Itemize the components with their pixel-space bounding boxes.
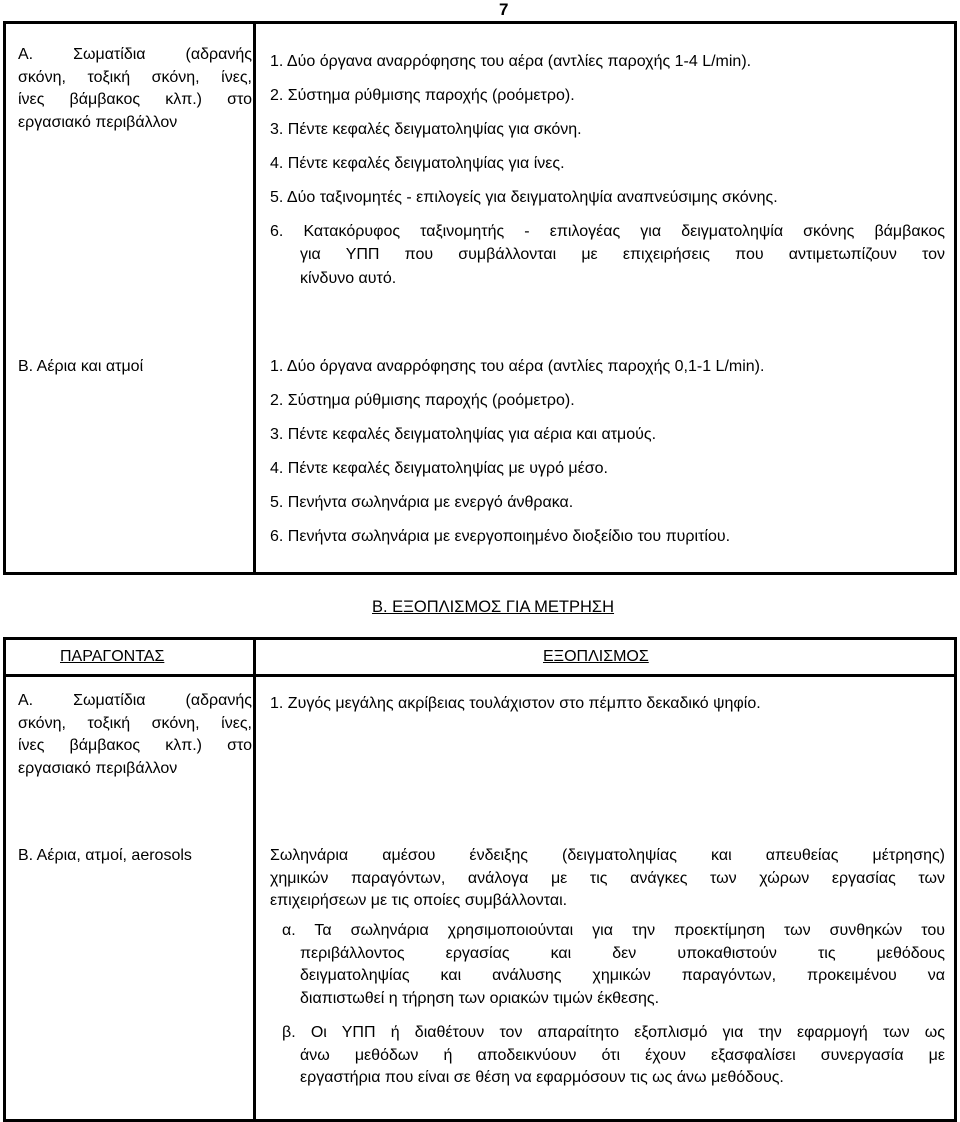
paragraph-line: επιχειρήσεων με τις οποίες συμβάλλονται. [270, 892, 568, 910]
list-item: 4. Πέντε κεφαλές δειγματοληψίας για ίνες. [270, 155, 565, 172]
note-line: εργαστήρια που είναι σε θέση να εφαρμόσουν τις ως άνω μεθόδους. [300, 1069, 784, 1087]
table-a-column-divider [253, 21, 256, 575]
table-b-header-divider [3, 674, 957, 677]
table-b-row2-note-b [282, 1022, 945, 1090]
table-a-right-border [954, 21, 957, 575]
note-line: διαπιστωθεί η τήρηση των οριακών τιμών έκθεσης. [300, 990, 660, 1008]
table-a-row1-item6 [270, 221, 945, 290]
list-item: 4. Πέντε κεφαλές δειγματοληψίας με υγρό μέσο. [270, 460, 608, 477]
table-a-left-border [3, 21, 6, 575]
note-line: περιβάλλοντος εργασίας και δεν υποκαθιστούν τις μεθόδους [300, 944, 945, 962]
table-b-row1-equipment: 1. Ζυγός μεγάλης ακρίβειας τουλάχιστον στο πέμπτο δεκαδικό ψηφίο. [270, 695, 761, 712]
table-b-row1-factor [18, 690, 252, 781]
paragraph-line: Σωληνάρια αμέσου ένδειξης (δειγματοληψίας και απευθείας μέτρησης) [270, 847, 945, 864]
table-b-right-border [954, 637, 957, 1122]
table-a-top-border [3, 21, 957, 24]
list-item: 1. Δύο όργανα αναρρόφησης του αέρα (αντλίες παροχής 0,1-1 L/min). [270, 358, 765, 375]
table-b-left-border [3, 637, 6, 1122]
note-line: δειγματοληψίας και ανάλυσης χημικών παραγόντων, προκειμένου να [300, 967, 945, 985]
list-item-line: 6. Κατακόρυφος ταξινομητής - επιλογέας για δειγματοληψία σκόνης βάμβακος [270, 223, 945, 240]
list-item: 2. Σύστημα ρύθμισης παροχής (ροόμετρο). [270, 392, 575, 409]
list-item-line: για ΥΠΠ που συμβάλλονται με επιχειρήσεις που αντιμετωπίζουν τον [300, 245, 945, 263]
header-factor: ΠΑΡΑΓΟΝΤΑΣ [60, 648, 165, 665]
paragraph-line: χημικών παραγόντων, ανάλογα με τις ανάγκες των χώρων εργασίας των [270, 869, 945, 887]
factor-line: σκόνη, τοξική σκόνη, ίνες, [18, 68, 252, 86]
table-a-row2-factor: Β. Αέρια και ατμοί [18, 358, 144, 375]
header-equipment: ΕΞΟΠΛΙΣΜΟΣ [543, 648, 649, 665]
list-item: 5. Πενήντα σωληνάρια με ενεργό άνθρακα. [270, 494, 574, 511]
table-b-row2-factor: Β. Αέρια, ατμοί, aerosols [18, 847, 192, 864]
table-b-row2-intro [270, 845, 945, 913]
note-line: β. Οι ΥΠΠ ή διαθέτουν τον απαραίτητο εξοπλισμό για την εφαρμογή των ως [282, 1024, 945, 1041]
list-item: 2. Σύστημα ρύθμισης παροχής (ροόμετρο). [270, 87, 575, 104]
factor-line: Α. Σωματίδια (αδρανής [18, 692, 252, 709]
list-item-line: κίνδυνο αυτό. [300, 269, 397, 287]
list-item: 3. Πέντε κεφαλές δειγματοληψίας για αέρια και ατμούς. [270, 426, 657, 443]
note-line: α. Τα σωληνάρια χρησιμοποιούνται για την προεκτίμηση των συνθηκών του [282, 922, 945, 939]
table-b-column-divider [253, 637, 256, 1122]
table-b-top-border [3, 637, 957, 640]
table-a-row1-factor [18, 44, 252, 135]
factor-line: εργασιακό περιβάλλον [18, 760, 178, 778]
list-item: 3. Πέντε κεφαλές δειγματοληψίας για σκόνη. [270, 121, 582, 138]
list-item: 6. Πενήντα σωληνάρια με ενεργοποιημένο διοξείδιο του πυριτίου. [270, 528, 731, 545]
table-a-row1-items [270, 51, 778, 221]
factor-line: εργασιακό περιβάλλον [18, 114, 178, 132]
factor-line: ίνες βάμβακος κλπ.) στο [18, 91, 252, 109]
section-title: Β. ΕΞΟΠΛΙΣΜΟΣ ΓΙΑ ΜΕΤΡΗΣΗ [372, 598, 615, 616]
factor-line: ίνες βάμβακος κλπ.) στο [18, 737, 252, 755]
table-a-bottom-border [3, 572, 957, 575]
factor-line: Α. Σωματίδια (αδρανής [18, 46, 252, 63]
page-number: 7 [499, 0, 509, 19]
table-b-row2-note-a [282, 920, 945, 1011]
note-line: άνω μεθόδων ή αποδεικνύουν ότι έχουν εξασφαλίσει συνεργασία με [300, 1046, 945, 1064]
table-a-row2-items [270, 356, 764, 560]
factor-line: σκόνη, τοξική σκόνη, ίνες, [18, 714, 252, 732]
list-item: 1. Δύο όργανα αναρρόφησης του αέρα (αντλίες παροχής 1-4 L/min). [270, 53, 752, 70]
list-item: 5. Δύο ταξινομητές - επιλογείς για δειγματοληψία αναπνεύσιμης σκόνης. [270, 189, 778, 206]
